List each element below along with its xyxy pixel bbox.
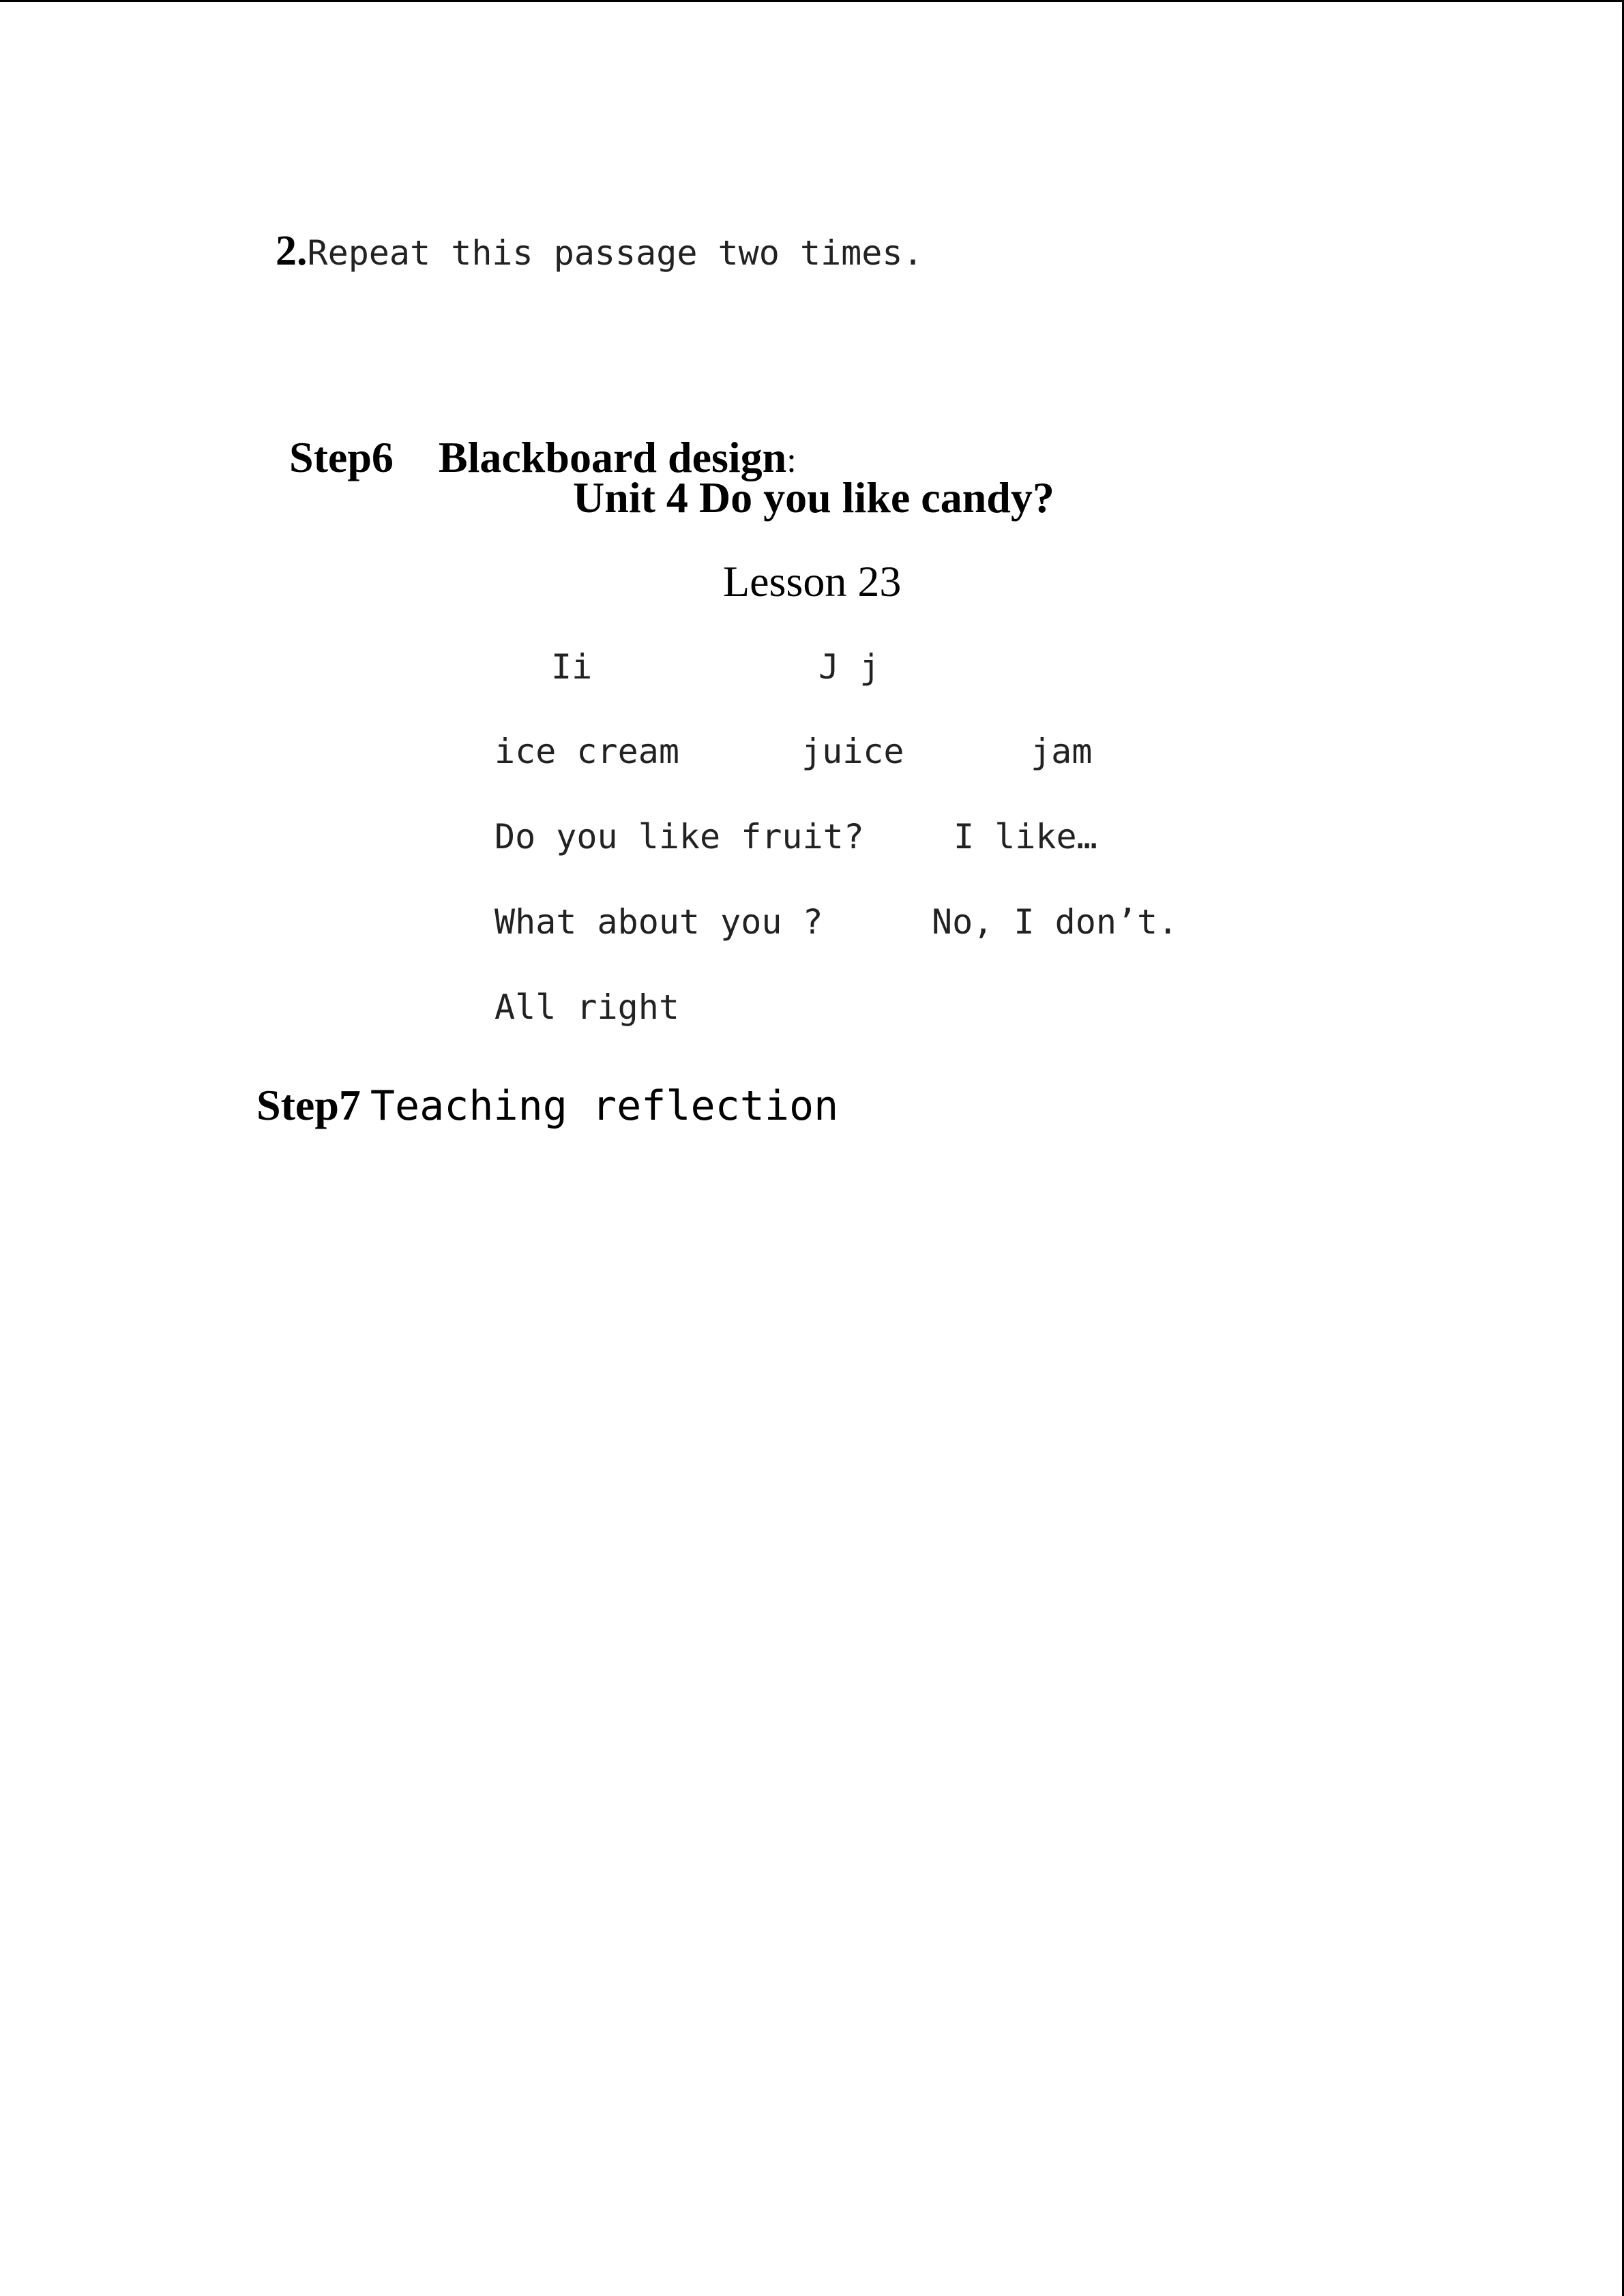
board-question-about: What about you ? xyxy=(494,902,823,942)
board-word-ice-cream: ice cream xyxy=(494,732,679,771)
board-letter-i: Ii xyxy=(551,647,593,687)
step7-heading xyxy=(246,1073,838,1138)
item-text: Repeat this passage two times. xyxy=(307,233,924,273)
step6-label: Step6 xyxy=(289,433,394,481)
board-unit-title: Unit 4 Do you like candy? xyxy=(573,473,1054,522)
board-word-juice: juice xyxy=(801,732,904,771)
step7-label: Step7 xyxy=(256,1081,361,1129)
item-2-line xyxy=(265,219,924,283)
step7-title: Teaching reflection xyxy=(370,1082,839,1130)
board-letter-j: J j xyxy=(818,647,881,687)
board-all-right: All right xyxy=(494,987,679,1027)
item-number: 2. xyxy=(276,228,308,274)
board-lesson: Lesson 23 xyxy=(723,557,902,606)
board-answer-dont: No, I don’t. xyxy=(932,902,1179,942)
board-word-jam: jam xyxy=(1031,732,1093,771)
step6-colon: : xyxy=(786,441,797,480)
board-question-fruit: Do you like fruit? xyxy=(494,817,864,856)
step6-title: Blackboard design xyxy=(438,433,787,481)
board-answer-like: I like… xyxy=(954,817,1097,856)
